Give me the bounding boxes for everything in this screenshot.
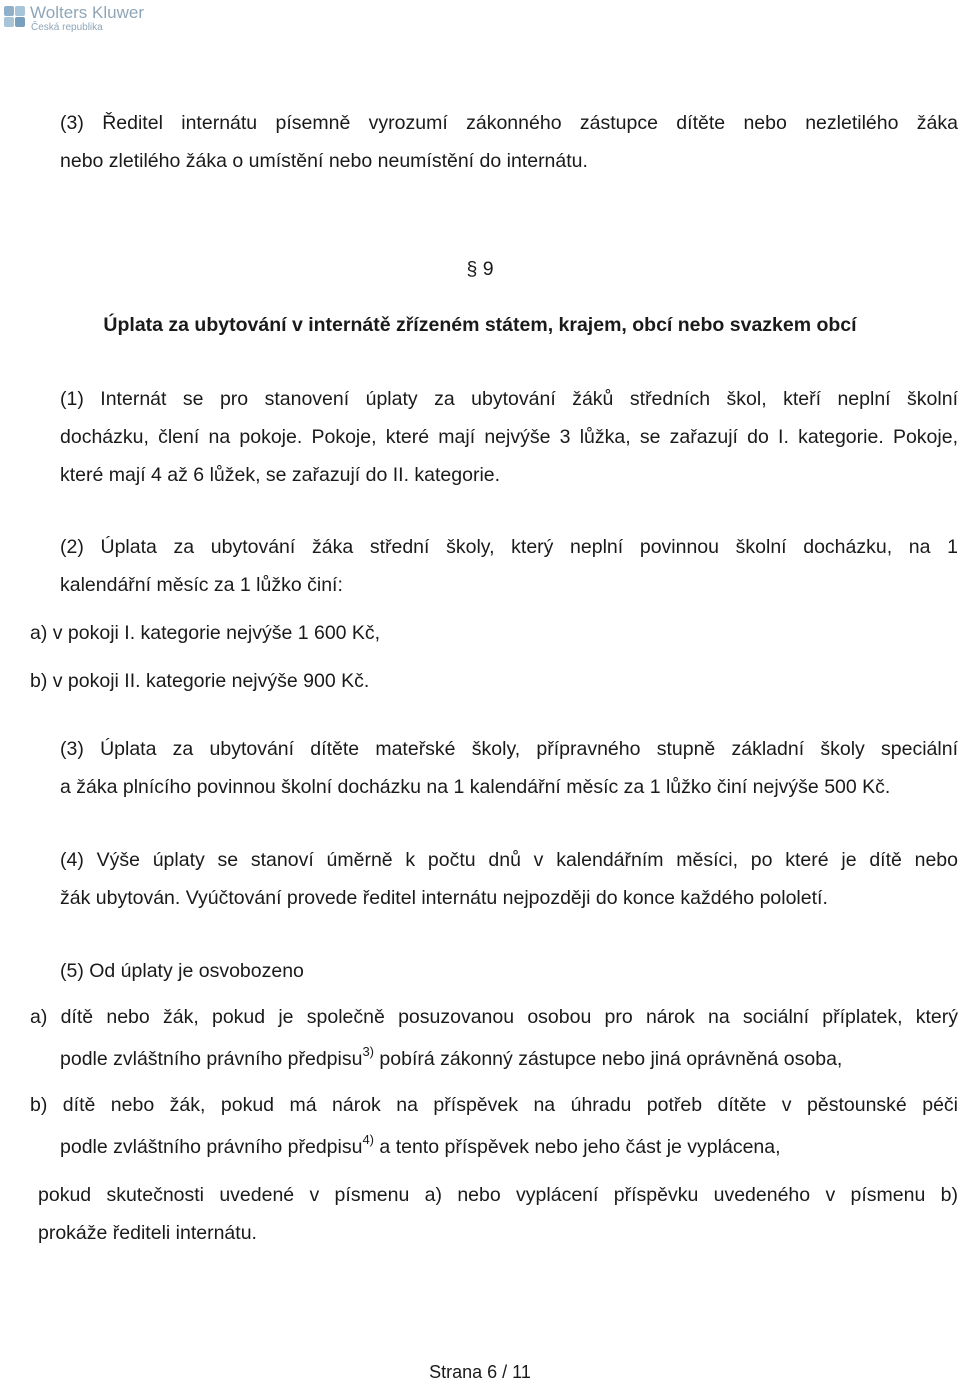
paragraph-5: (5) Od úplaty je osvobozeno bbox=[60, 960, 304, 982]
section-mark: § 9 bbox=[466, 258, 494, 280]
paragraph-5-item-b-cont: podle zvláštního právního předpisu$^{4)}$ a tento příspěvek nebo jeho část je vyplácena, bbox=[60, 1132, 781, 1158]
section-title: Úplata za ubytování v internátě zřízeném státem, krajem, obcí nebo svazkem obcí bbox=[103, 314, 857, 336]
paragraph-5-item-b: b) dítě nebo žák, pokud má nárok na příspěvek na úhradu potřeb dítěte v pěstounské péči bbox=[30, 1094, 958, 1116]
logo-name: Wolters Kluwer bbox=[30, 3, 144, 22]
footnote-ref-3: 3) bbox=[362, 1044, 375, 1059]
logo-subtitle: Česká republika bbox=[31, 22, 103, 33]
paragraph-5-item-a: a) dítě nebo žák, pokud je společně posuzovanou osobou pro nárok na sociální příplatek, který bbox=[30, 1006, 958, 1028]
page-number: Strana 6 / 11 bbox=[429, 1362, 531, 1382]
paragraph-1: (1) Internát se pro stanovení úplaty za ubytování žáků středních škol, kteří neplní školní docházku, člení na pokoje. Pokoje, které mají nejvýše 3 lůžka, se zařazují do I. kategorie. Pokoje, které mají 4 až 6 lůžek, se zařazují do II. kategorie. bbox=[60, 388, 958, 486]
paragraph-5-closing: pokud skutečnosti uvedené v písmenu a) nebo vyplácení příspěvku uvedeného v písmenu b) prokáže řediteli internátu. bbox=[38, 1184, 958, 1244]
paragraph-2-item-b: b) v pokoji II. kategorie nejvýše 900 Kč. bbox=[30, 670, 370, 692]
footnote-ref-4: 4) bbox=[362, 1132, 375, 1147]
paragraph-4: (4) Výše úplaty se stanoví úměrně k počtu dnů v kalendářním měsíci, po které je dítě nebo žák ubytován. Vyúčtování provede ředitel internátu nejpozději do konce každého pololetí. bbox=[60, 849, 958, 909]
logo-mark-icon bbox=[4, 6, 26, 28]
wolters-kluwer-logo bbox=[4, 4, 144, 33]
paragraph-2-item-a: a) v pokoji I. kategorie nejvýše 1 600 Kč, bbox=[30, 622, 381, 644]
paragraph-3: (3) Úplata za ubytování dítěte mateřské školy, přípravného stupně základní školy speciální a žáka plnícího povinnou školní docházku na 1 kalendářní měsíc za 1 lůžko činí nejvýše 500 Kč. bbox=[60, 738, 958, 798]
paragraph-5-item-a-cont: podle zvláštního právního předpisu$^{3)}$ pobírá zákonný zástupce nebo jiná oprávněná osoba, bbox=[60, 1044, 843, 1070]
paragraph-2: (2) Úplata za ubytování žáka střední školy, který neplní povinnou školní docházku, na 1 kalendářní měsíc za 1 lůžko činí: bbox=[60, 536, 958, 596]
paragraph-internat-3: (3) Ředitel internátu písemně vyrozumí zákonného zástupce dítěte nebo nezletilého žáka nebo zletilého žáka o umístění nebo neumístění do internátu. bbox=[60, 112, 958, 172]
